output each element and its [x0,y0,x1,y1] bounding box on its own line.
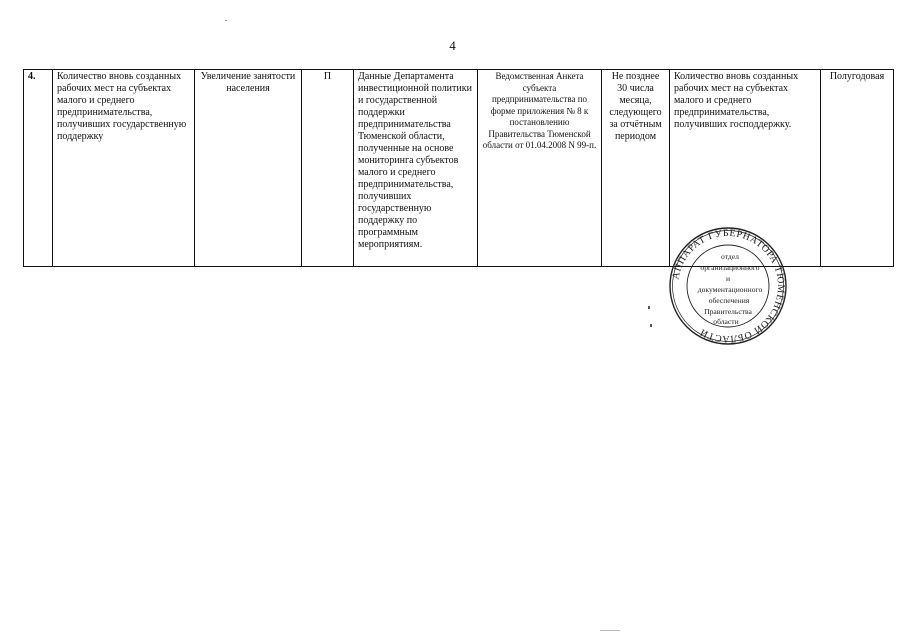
letter-cell: П [302,70,354,267]
periodicity-cell: Полугодовая [821,70,894,267]
scan-speck [225,20,227,21]
seal-outer-text: АППАРАТ ГУБЕРНАТОРА ТЮМЕНСКОЙ ОБЛАСТИ [670,227,787,345]
scan-speck [648,306,650,309]
official-seal-stamp [668,226,788,346]
goal-cell: Увеличение занятости населения [195,70,302,267]
deadline-cell: Не позднее 30 числа месяца, следующего за отчётным периодом [602,70,670,267]
indicator-name: Количество вновь созданных рабочих мест на субъектах малого и среднего предпринимательства, получивших государственную поддержку [53,70,195,267]
page-number: 4 [449,38,456,53]
seal-line: организационного [700,263,760,272]
scan-speck [650,324,652,327]
scan-edge-mark [600,630,620,631]
seal-line: Правительства [704,307,752,316]
seal-line: обеспечения [708,296,750,305]
seal-line: и [725,274,731,283]
row-number: 4. [24,70,53,267]
data-source-cell: Данные Департамента инвестиционной политики и государственной поддержки предпринимательства Тюменской области, полученные на основе мониторинга субъектов малого и среднего предпринимательства, получивших государственную поддержку по программным мероприятиям. [354,70,478,267]
seal-line: документационного [697,285,763,294]
form-cell: Ведомственная Анкета субъекта предпринимательства по форме приложения № 8 к постановлению Правительства Тюменской области от 01.04.2008 N 99-п. [478,70,602,267]
seal-line: отдел [721,252,739,261]
seal-line: области [713,317,739,326]
description-cell: Количество вновь созданных рабочих мест на субъектах малого и среднего предпринимательства, получивших господдержку. [670,70,821,267]
